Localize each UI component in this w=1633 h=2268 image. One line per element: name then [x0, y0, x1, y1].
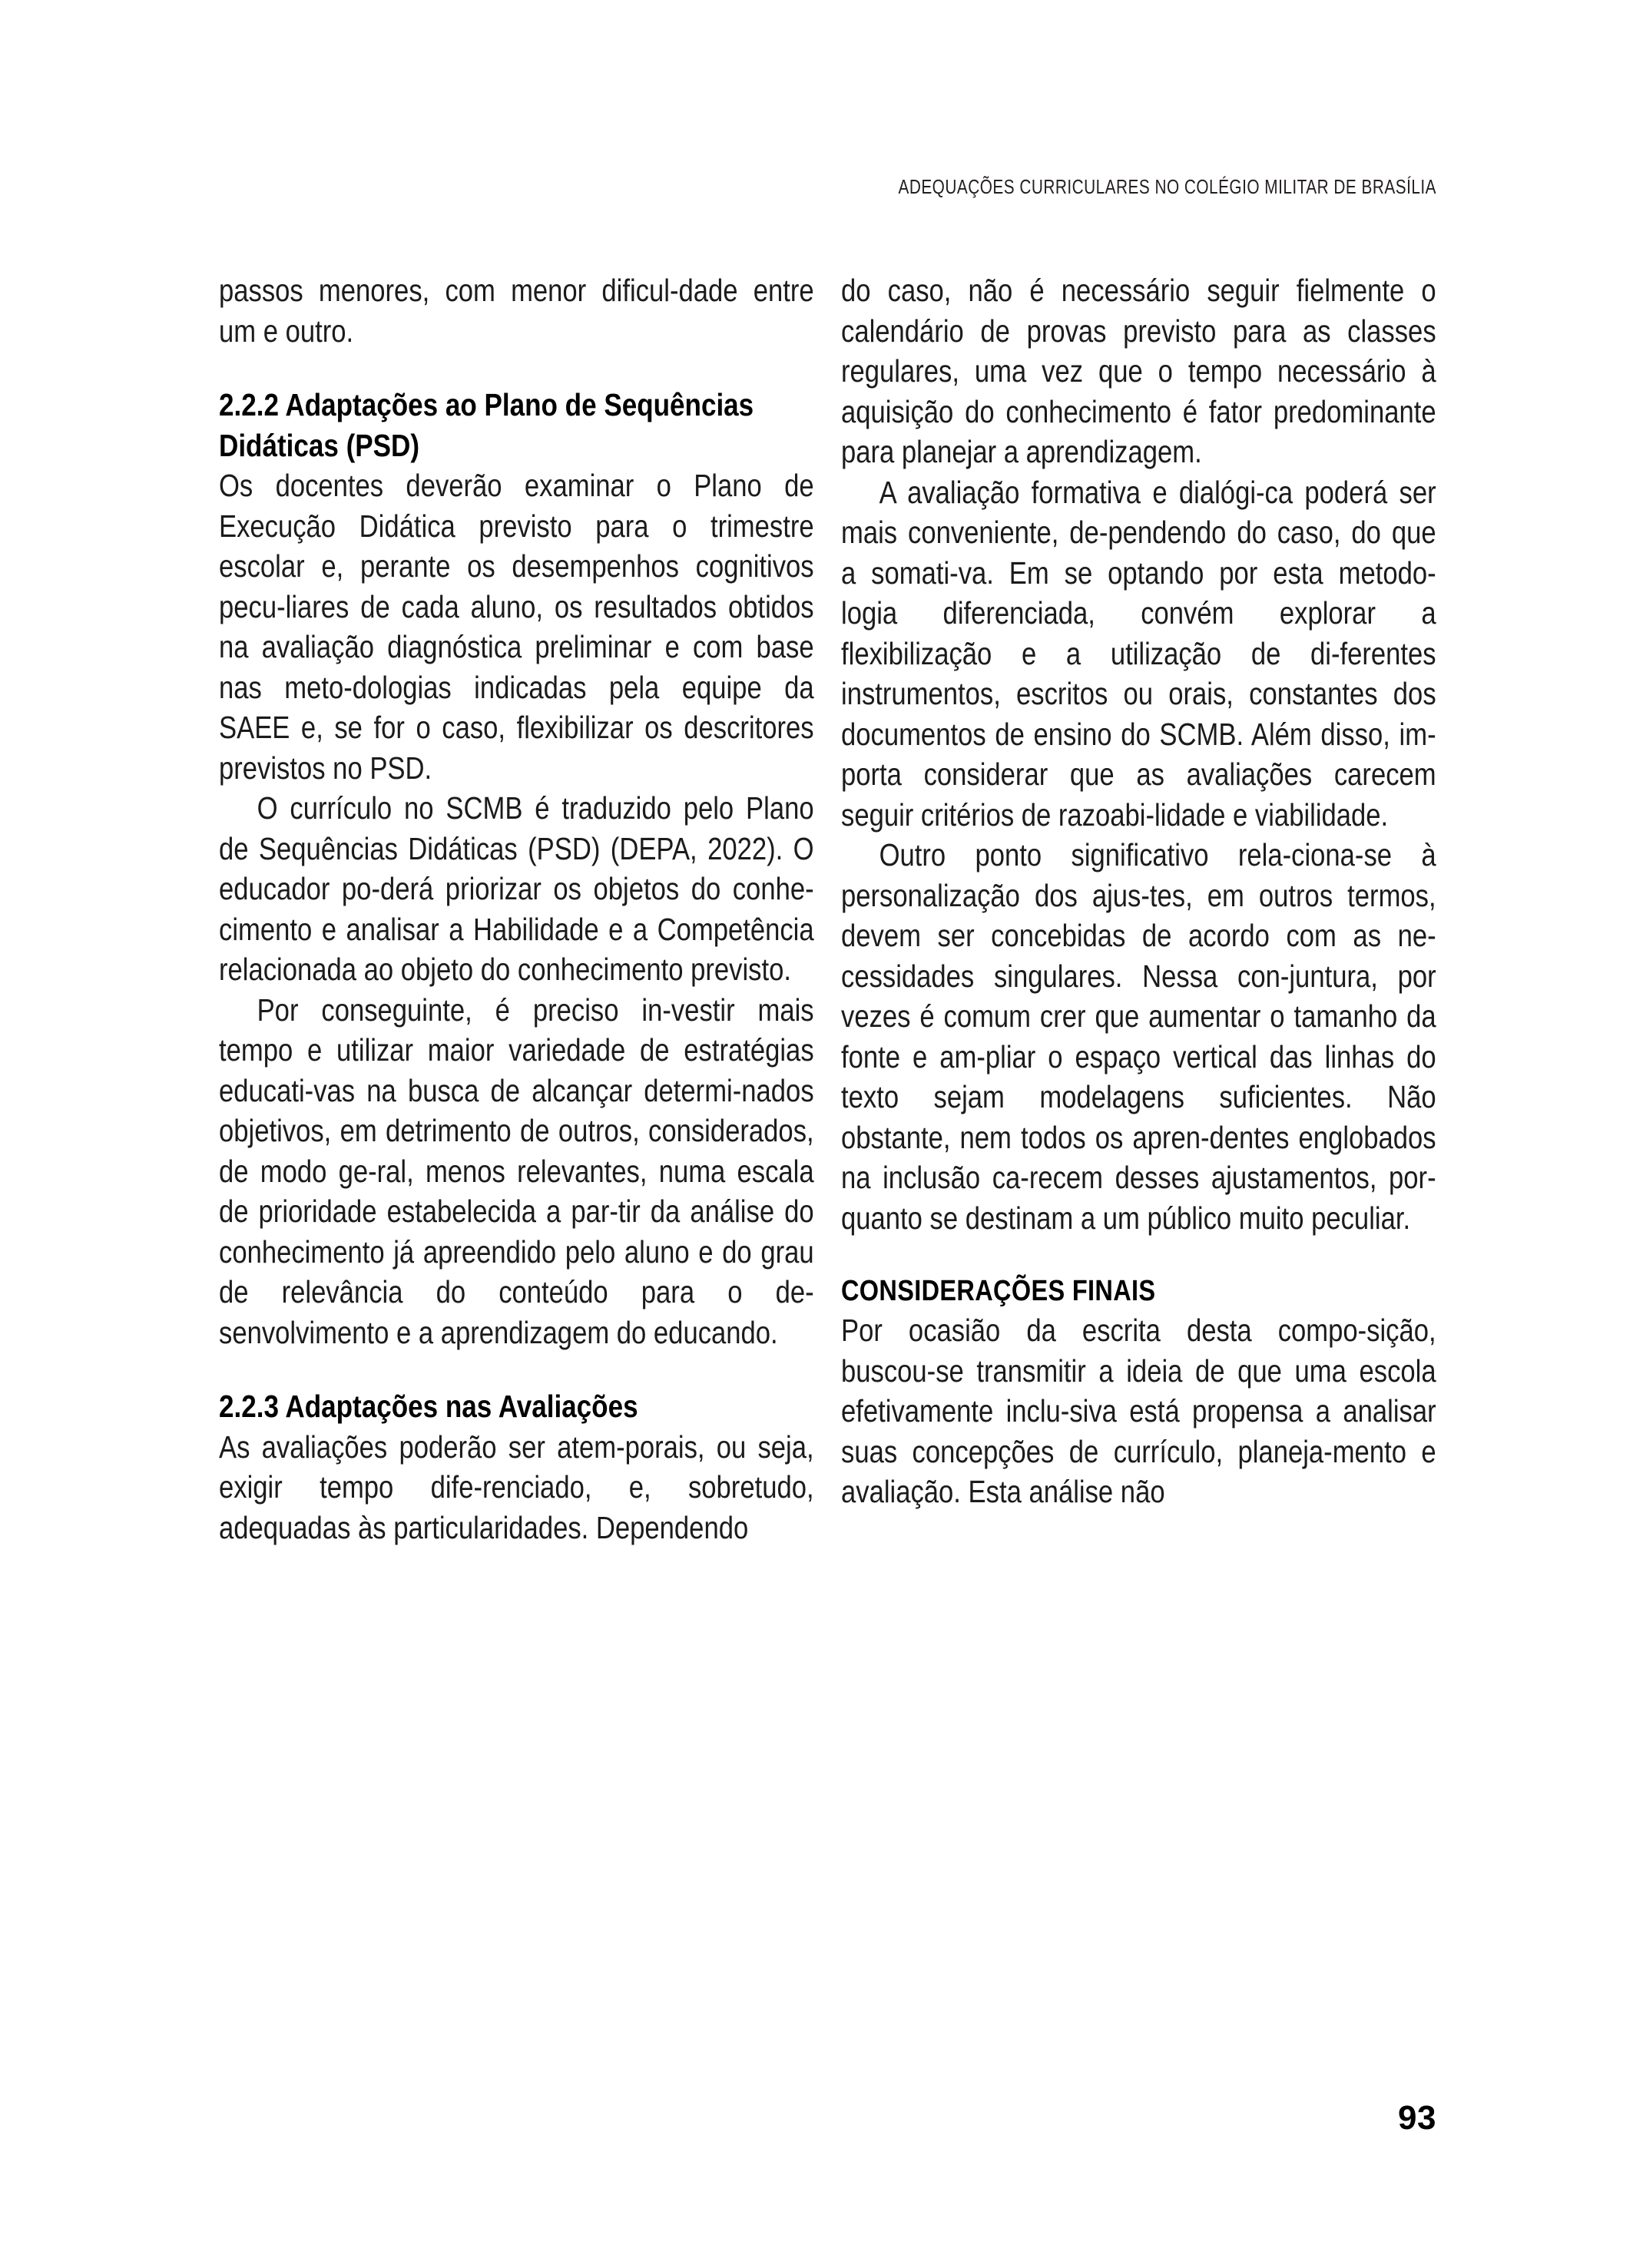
paragraph: O currículo no SCMB é traduzido pelo Plano de Sequências Didáticas (PSD) (DEPA, 2022). O educador po-derá priorizar os objetos do conhe-cimento e analisar a Habilidade e a Competência relacionada ao objeto do conhecimento previsto.: [219, 790, 814, 987]
page-number: 93: [1398, 2099, 1436, 2137]
right-column: [841, 270, 1436, 2037]
running-header: ADEQUAÇÕES CURRICULARES NO COLÉGIO MILITAR DE BRASÍLIA: [898, 175, 1436, 198]
paragraph: A avaliação formativa e dialógi-ca poderá ser mais conveniente, de-pendendo do caso, do que a somati-va. Em se optando por esta metodo-logia diferenciada, convém explorar a flexibilização e a utilização de di-ferentes instrumentos, escritos ou orais, constantes dos documentos de ensino do SCMB. Além disso, im-porta considerar que as avaliações carecem seguir critérios de razoabi-lidade e viabilidade.: [841, 474, 1436, 833]
subsection-heading-223: 2.2.3 Adaptações nas Avaliações: [219, 1389, 638, 1424]
left-column: [219, 270, 814, 2037]
paragraph: passos menores, com menor dificul-dade entre um e outro.: [219, 273, 814, 349]
subsection-heading-222: 2.2.2 Adaptações ao Plano de Sequências Didáticas (PSD): [219, 387, 754, 463]
section-heading-consideracoes-finais: CONSIDERAÇÕES FINAIS: [841, 1275, 1156, 1307]
paragraph: do caso, não é necessário seguir fielmente o calendário de provas previsto para as classes regulares, uma vez que o tempo necessário à aquisição do conhecimento é fator predominante para planejar a aprendizagem.: [841, 273, 1436, 469]
paragraph: Por ocasião da escrita desta compo-sição, buscou-se transmitir a ideia de que uma escola efetivamente inclu-siva está propensa a analisar suas concepções de currículo, planeja-mento e avaliação. Esta análise não: [841, 1313, 1436, 1509]
paragraph: Os docentes deverão examinar o Plano de Execução Didática previsto para o trimestre escolar e, perante os desempenhos cognitivos pecu-liares de cada aluno, os resultados obtidos na avaliação diagnóstica preliminar e com base nas meto-dologias indicadas pela equipe da SAEE e, se for o caso, flexibilizar os descritores previstos no PSD.: [219, 468, 814, 786]
paragraph: As avaliações poderão ser atem-porais, ou seja, exigir tempo dife-renciado, e, sobretudo, adequadas às particularidades. Dependendo: [219, 1429, 814, 1545]
paragraph: Por conseguinte, é preciso in-vestir mais tempo e utilizar maior variedade de estratégias educati-vas na busca de alcançar determi-nados objetivos, em detrimento de outros, considerados, de modo ge-ral, menos relevantes, numa escala de prioridade estabelecida a par-tir da análise do conhecimento já apreendido pelo aluno e do grau de relevância do conteúdo para o de-senvolvimento e a aprendizagem do educando.: [219, 992, 814, 1350]
two-column-body: [219, 270, 1436, 2037]
paragraph: Outro ponto significativo rela-ciona-se à personalização dos ajus-tes, em outros termos, devem ser concebidas de acordo com as ne-cessidades singulares. Nessa con-juntura, por vezes é comum crer que aumentar o tamanho da fonte e am-pliar o espaço vertical das linhas do texto sejam modelagens suficientes. Não obstante, nem todos os apren-dentes englobados na inclusão ca-recem desses ajustamentos, por-quanto se destinam a um público muito peculiar.: [841, 837, 1436, 1236]
